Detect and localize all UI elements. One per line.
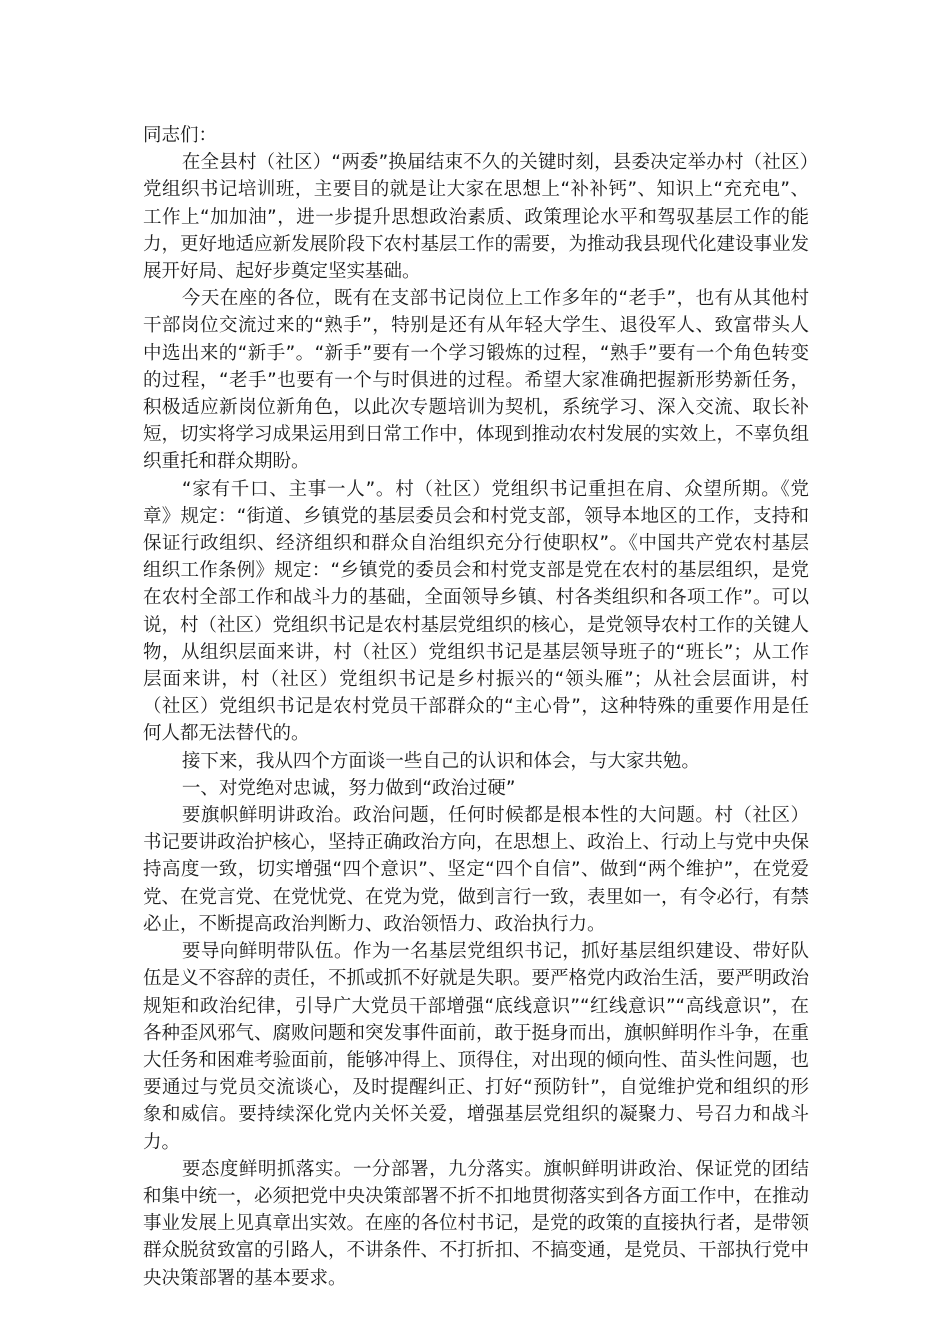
- paragraph-transition: 接下来，我从四个方面谈一些自己的认识和体会，与大家共勉。: [181, 750, 700, 772]
- paragraph-audience: 今天在座的各位，既有在支部书记岗位上工作多年的“老手”，也有从其他村干部岗位交流过来的“熟手”，特别是还有从年轻大学生、退役军人、致富带头人中选出来的“新手”。“新手”要有一个学习锻炼的过程，“熟手”要有一个角色转变的过程，“老手”也要有一个与时俱进的过程。希望大家准确把握新形势新任务，积极适应新岗位新角色，以此次专题培训为契机，系统学习、深入交流、取长补短，切实将学习成果运用到日常工作中，体现到推动农村发展的实效上，不辜负组织重托和群众期盼。: [143, 288, 810, 473]
- paragraph-team: 要导向鲜明带队伍。作为一名基层党组织书记，抓好基层组织建设、带好队伍是义不容辞的责任，不抓或抓不好就是失职。要严格党内政治生活，要严明政治规矩和政治纪律，引导广大党员干部增强“底线意识”“红线意识”“高线意识”，在各种歪风邪气、腐败问题和突发事件面前，敢于挺身而出，旗帜鲜明作斗争，在重大任务和困难考验面前，能够冲得上、顶得住，对出现的倾向性、苗头性问题，也要通过与党员交流谈心，及时提醒纠正、打好“预防针”，自觉维护党和组织的形象和威信。要持续深化党内关怀关爱，增强基层党组织的凝聚力、号召力和战斗力。: [143, 941, 810, 1153]
- paragraph-intro: 在全县村（社区）“两委”换届结束不久的关键时刻，县委决定举办村（社区）党组织书记培训班，主要目的就是让大家在思想上“补补钙”、知识上“充充电”、工作上“加加油”，进一步提升思想政治素质、政策理论水平和驾驭基层工作的能力，更好地适应新发展阶段下农村基层工作的需要，为推动我县现代化建设事业发展开好局、起好步奠定坚实基础。: [143, 152, 810, 283]
- paragraph-implementation: 要态度鲜明抓落实。一分部署，九分落实。旗帜鲜明讲政治、保证党的团结和集中统一，必须把党中央决策部署不折不扣地贯彻落实到各方面工作中，在推动事业发展上见真章出实效。在座的各位村书记，是党的政策的直接执行者，是带领群众脱贫致富的引路人，不讲条件、不打折扣、不搞变通，是党员、干部执行党中央决策部署的基本要求。: [143, 1158, 810, 1289]
- salutation: 同志们：: [143, 125, 218, 146]
- paragraph-role: “家有千口、主事一人”。村（社区）党组织书记重担在肩、众望所期。《党章》规定：“街道、乡镇党的基层委员会和村党支部，领导本地区的工作，支持和保证行政组织、经济组织和群众自治组织充分行使职权”。《中国共产党农村基层组织工作条例》规定：“乡镇党的委员会和村党支部是党在农村的基层组织，是党在农村全部工作和战斗力的基础，全面领导乡镇、村各类组织和各项工作”。可以说，村（社区）党组织书记是农村基层党组织的核心，是党领导农村工作的关键人物，从组织层面来讲，村（社区）党组织书记是基层领导班子的“班长”；从工作层面来讲，村（社区）党组织书记是乡村振兴的“领头雁”；从社会层面讲，村（社区）党组织书记是农村党员干部群众的“主心骨”，这种特殊的重要作用是任何人都无法替代的。: [143, 478, 810, 745]
- section-heading-1: 一、对党绝对忠诚，努力做到“政治过硬”: [181, 777, 516, 799]
- document-body: [143, 122, 809, 1292]
- paragraph-politics: 要旗帜鲜明讲政治。政治问题，任何时候都是根本性的大问题。村（社区）书记要讲政治护核心，坚持正确政治方向，在思想上、政治上、行动上与党中央保持高度一致，切实增强“四个意识”、坚定“四个自信”、做到“两个维护”，在党爱党、在党言党、在党忧党、在党为党，做到言行一致，表里如一，有令必行，有禁必止，不断提高政治判断力、政治领悟力、政治执行力。: [143, 805, 810, 935]
